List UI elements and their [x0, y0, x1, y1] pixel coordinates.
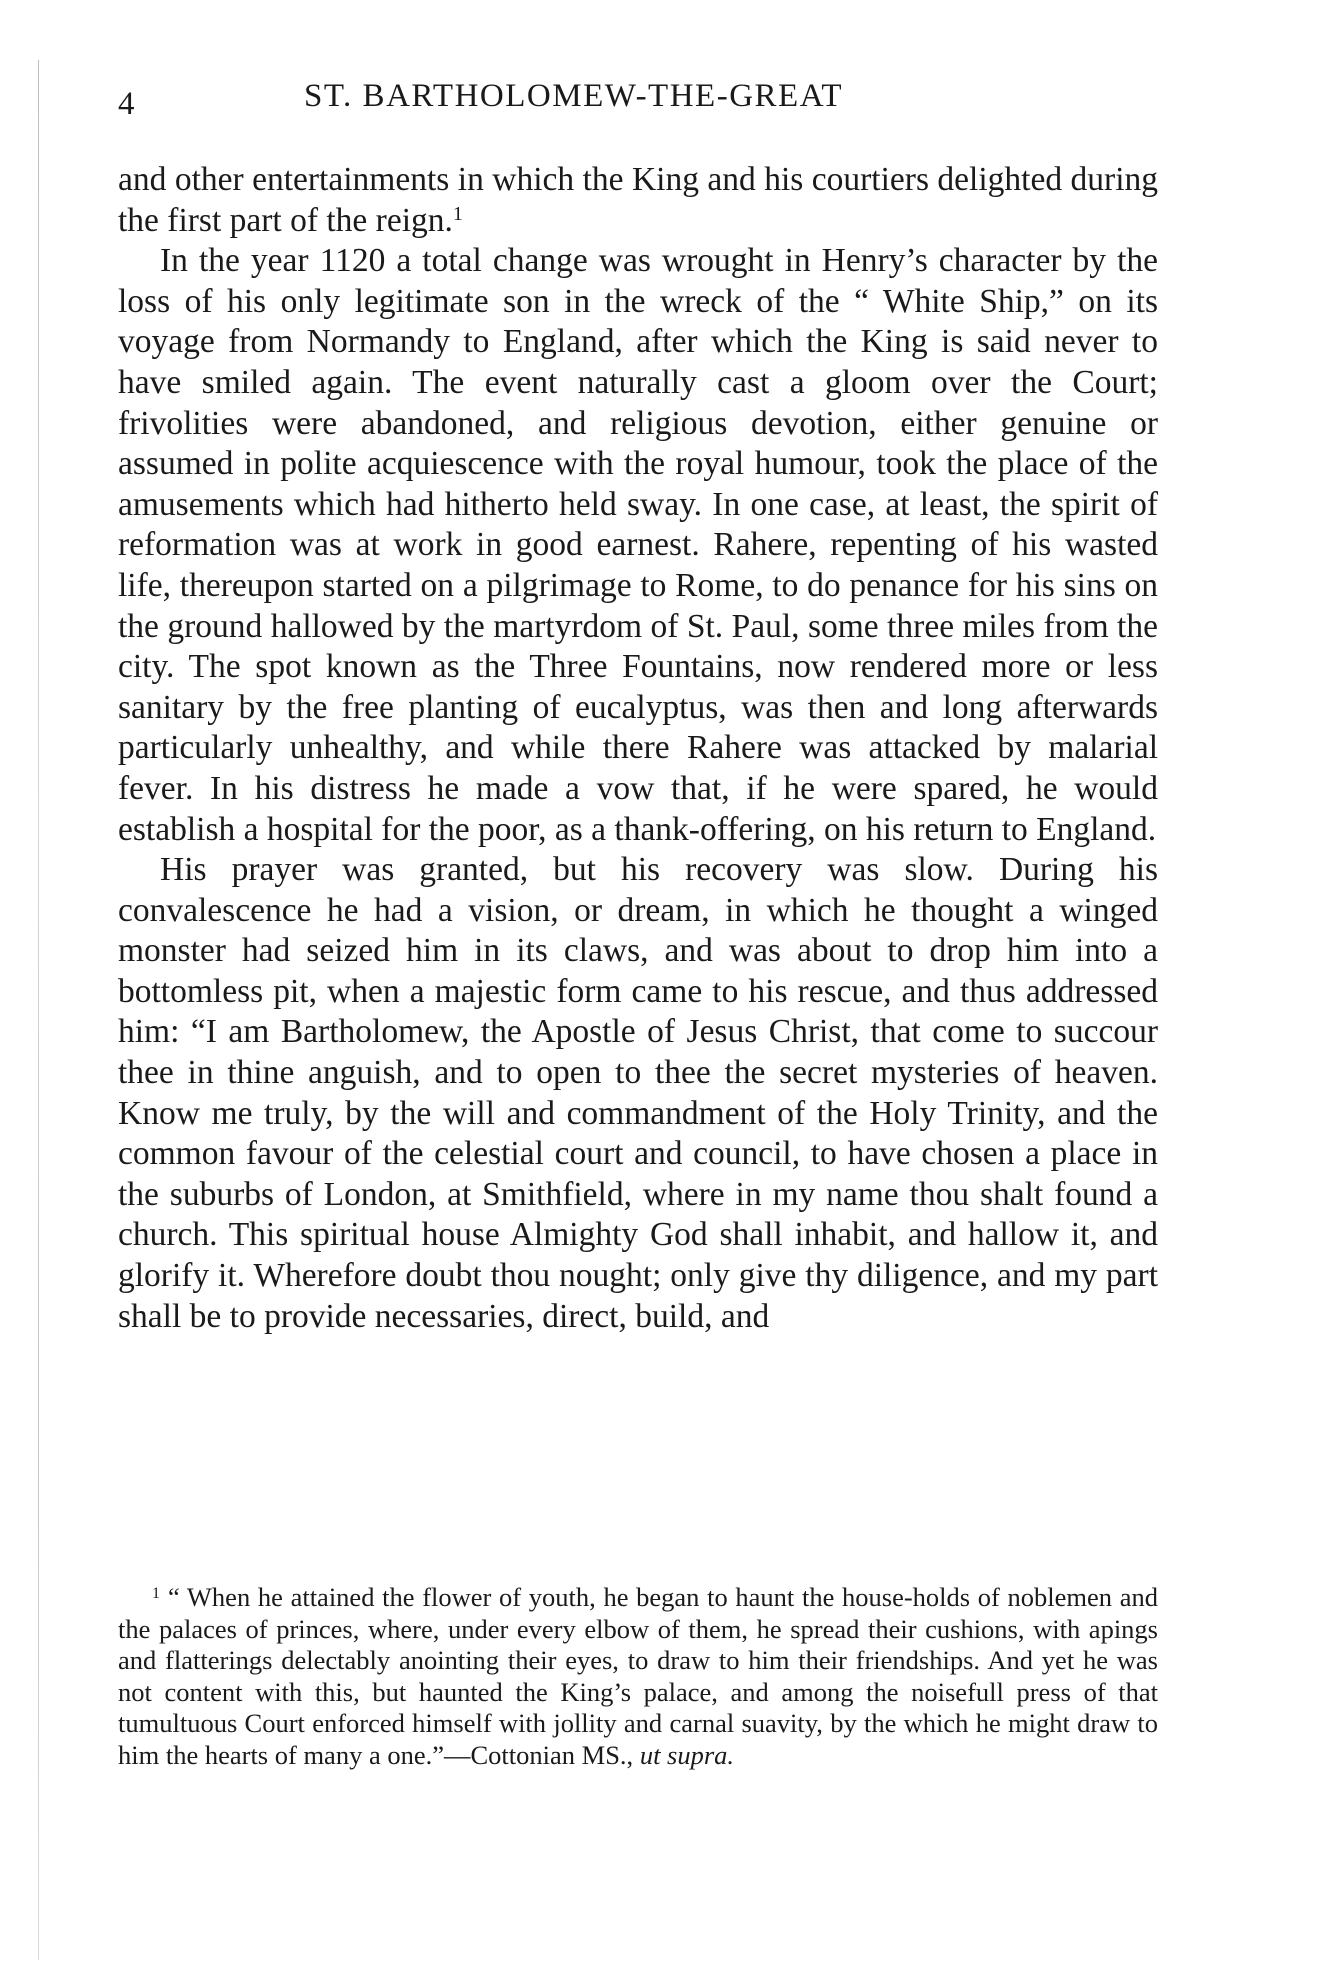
- paragraph-1-text: and other entertainments in which the King and his courtiers delighted during the first part of the reign.: [118, 161, 1158, 239]
- footnotes: [118, 1582, 1158, 1772]
- paragraph-1: [118, 160, 1158, 241]
- binding-edge: [38, 60, 39, 1960]
- paragraph-3: His prayer was granted, but his recovery was slow. During his convalescence he had a vision, or dream, in which he thought a winged monster had seized him in its claws, and was about to drop him into a bottomless pit, when a majestic form came to his rescue, and thus addressed him: “I am Bartholomew, the Apostle of Jesus Christ, that come to succour thee in thine anguish, and to open to thee the secret mysteries of heaven. Know me truly, by the will and commandment of the Holy Trinity, and the common favour of the celestial court and council, to have chosen a place in the suburbs of London, at Smithfield, where in my name thou shalt found a church. This spiritual house Almighty God shall inhabit, and hallow it, and glorify it. Wherefore doubt thou nought; only give thy diligence, and my part shall be to provide necessaries, direct, build, and: [118, 851, 1158, 1335]
- footnote-marker: 1: [152, 1585, 160, 1603]
- footnote-citation: ut supra.: [639, 1739, 735, 1770]
- footnote-text: “ When he attained the flower of youth, he began to haunt the house-holds of noblemen and the palaces of princes, where, under every elbow of them, he spread their cushions, with apings and flatterings delectably anointing their eyes, to draw to him their friendships. And yet he was not content with this, but haunted the King’s palace, and among the noisefull press of that tumultuous Court enforced himself with jollity and carnal suavity, by the which he might draw to him the hearts of many a one.”—Cottonian MS.,: [118, 1582, 1158, 1770]
- footnote-reference: 1: [452, 202, 463, 225]
- page-number: 4: [118, 86, 136, 122]
- footnote-1: [118, 1582, 1158, 1772]
- body-text: [118, 160, 1158, 1337]
- paragraph-2: In the year 1120 a total change was wrought in Henry’s character by the loss of his only legitimate son in the wreck of the “ White Ship,” on its voyage from Normandy to England, after which the King is said never to have smiled again. The event naturally cast a gloom over the Court; frivolities were abandoned, and religious devotion, either genuine or assumed in polite acquiescence with the royal humour, took the place of the amusements which had hitherto held sway. In one case, at least, the spirit of reformation was at work in good earnest. Rahere, repenting of his wasted life, thereupon started on a pilgrimage to Rome, to do penance for his sins on the ground hallowed by the martyrdom of St. Paul, some three miles from the city. The spot known as the Three Fountains, now rendered more or less sanitary by the free planting of eucalyptus, was then and long afterwards particularly unhealthy, and while there Rahere was attacked by malarial fever. In his distress he made a vow that, if he were spared, he would establish a hospital for the poor, as a thank-offering, on his return to England.: [118, 242, 1158, 848]
- running-title: ST. BARTHOLOMEW-THE-GREAT: [304, 78, 844, 114]
- running-head: [118, 78, 1158, 128]
